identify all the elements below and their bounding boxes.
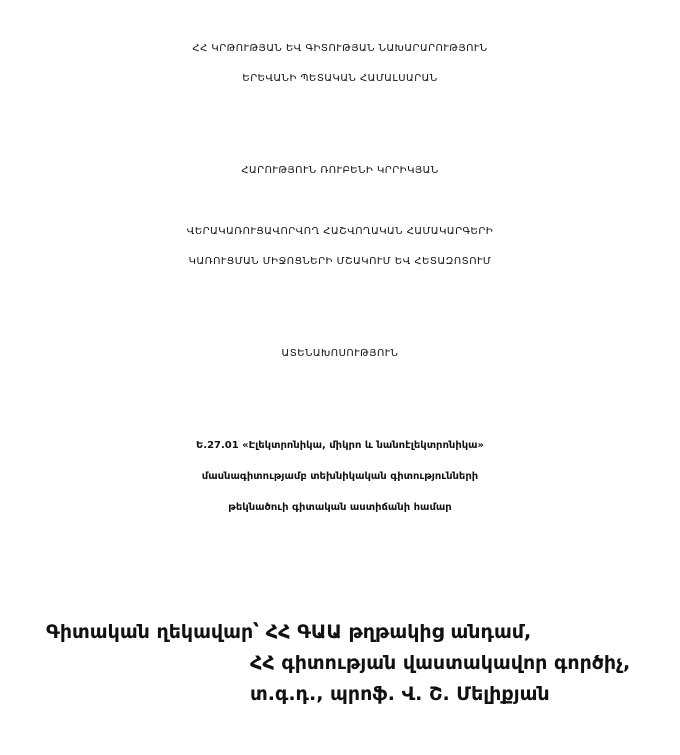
supervisor-line-1: Գիտական ղեկավար՝ ՀՀ ԳԱԱ թղթակից անդամ, <box>46 621 532 643</box>
supervisor-line-2: ՀՀ գիտության վաստակավոր գործիչ, <box>250 652 631 674</box>
dissertation-title-line-1: ՎԵՐԱԿԱՌՈՒՑԱՎՈՐՎՈՂ ՀԱՇՎՈՂԱԿԱՆ ՀԱՄԱԿԱՐԳԵՐԻ <box>186 226 494 237</box>
document-type: ԱՏԵՆԱԽՈՍՈՒԹՅՈՒՆ <box>281 348 399 359</box>
supervisor-line-3: տ.գ.դ., պրոֆ. Վ. Շ. Մելիքյան <box>250 683 550 705</box>
specialty-line-3: թեկնածուի գիտական աստիճանի համար <box>228 502 452 513</box>
dissertation-title-line-2: ԿԱՌՈՒՑՄԱՆ ՄԻՋՈՑՆԵՐԻ ՄՇԱԿՈՒՄ ԵՎ ՀԵՏԱԶՈՏՈՒՄ <box>188 256 492 267</box>
ministry-heading: ՀՀ ԿՐԹՈՒԹՅԱՆ ԵՎ ԳԻՏՈՒԹՅԱՆ ՆԱԽԱՐԱՐՈՒԹՅՈՒՆ <box>192 43 488 54</box>
author-name: ՀԱՐՈՒԹՅՈՒՆ ՌՈՒԲԵՆԻ ԿՐՐԻԿՅԱՆ <box>241 165 439 176</box>
university-heading: ԵՐԵՎԱՆԻ ՊԵՏԱԿԱՆ ՀԱՄԱԼՍԱՐԱՆ <box>242 73 438 84</box>
specialty-line-1: Ե.27.01 «Էլեկտրոնիկա, միկրո և նանոէլեկտրոնիկա» <box>195 440 485 451</box>
specialty-line-2: մասնագիտությամբ տեխնիկական գիտությունների <box>201 471 479 482</box>
